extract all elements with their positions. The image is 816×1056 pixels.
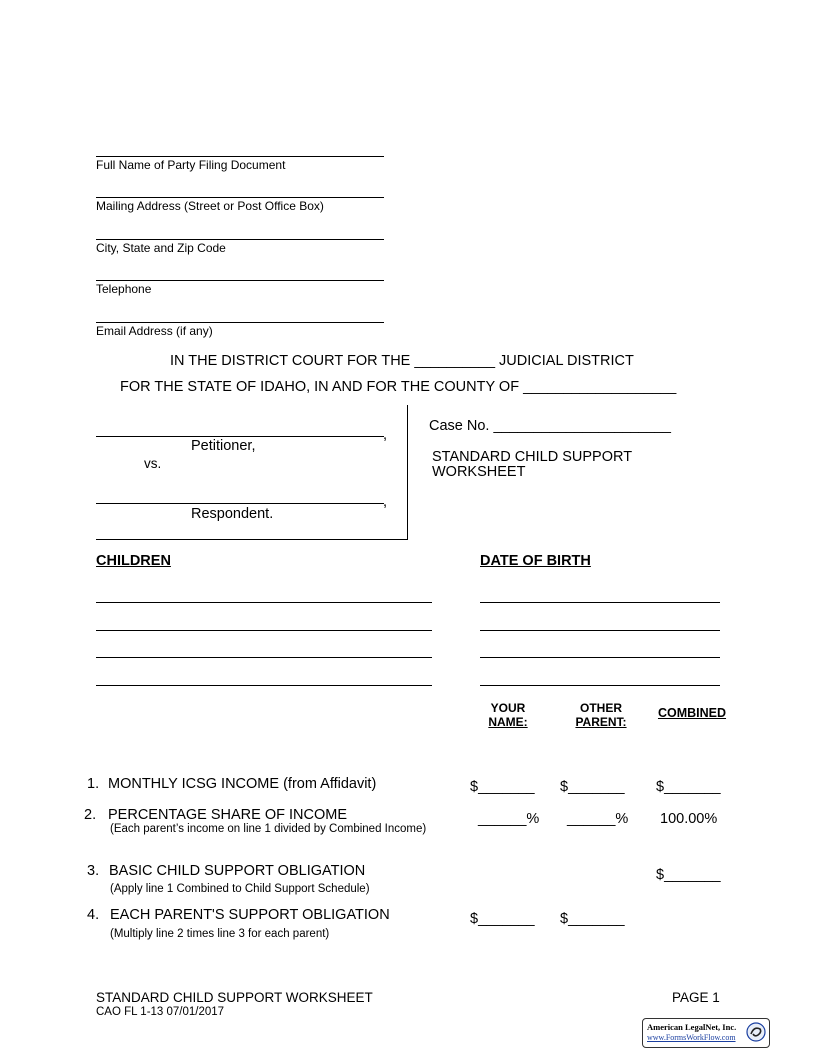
court-line-1: IN THE DISTRICT COURT FOR THE __________ JUDICIAL DISTRICT: [170, 353, 634, 369]
logo-url[interactable]: www.FormsWorkFlow.com: [647, 1033, 736, 1042]
court-line-2: FOR THE STATE OF IDAHO, IN AND FOR THE COUNTY OF ___________________: [120, 379, 677, 395]
respondent-label: Respondent.: [191, 506, 274, 522]
line-4-instruction: (Multiply line 2 times line 3 for each parent): [110, 928, 330, 940]
page-number: PAGE 1: [672, 990, 720, 1005]
form-title-line-2: WORKSHEET: [432, 464, 526, 480]
child-name-line[interactable]: [96, 657, 432, 658]
email-line[interactable]: [96, 322, 384, 323]
line-3-instruction: (Apply line 1 Combined to Child Support Schedule): [110, 883, 370, 895]
city-state-zip-line[interactable]: [96, 239, 384, 240]
other-parent-column-header: [566, 701, 636, 729]
child-dob-line[interactable]: [480, 657, 720, 658]
full-name-label: Full Name of Party Filing Document: [96, 158, 286, 172]
city-state-zip-label: City, State and Zip Code: [96, 241, 226, 255]
child-name-line[interactable]: [96, 602, 432, 603]
child-name-line[interactable]: [96, 685, 432, 686]
line-2-title: PERCENTAGE SHARE OF INCOME: [108, 807, 348, 823]
combined-column-header: [652, 706, 732, 720]
child-dob-line[interactable]: [480, 630, 720, 631]
petitioner-comma: ,: [383, 427, 388, 443]
line-4-number: 4.: [87, 907, 100, 923]
line-1-your-amount[interactable]: $_______: [470, 779, 535, 795]
petitioner-name-line[interactable]: [96, 436, 384, 437]
telephone-line[interactable]: [96, 280, 384, 281]
line-1-other-amount[interactable]: $_______: [560, 779, 625, 795]
dob-header: DATE OF BIRTH: [480, 553, 591, 569]
line-3-number: 3.: [87, 863, 100, 879]
children-header: CHILDREN: [96, 553, 171, 569]
petitioner-label: Petitioner,: [191, 438, 256, 454]
caption-vertical-divider: [407, 405, 408, 539]
line-3-title: BASIC CHILD SUPPORT OBLIGATION: [109, 863, 366, 879]
child-dob-line[interactable]: [480, 685, 720, 686]
line-1-title: MONTHLY ICSG INCOME (from Affidavit): [108, 776, 377, 792]
mailing-address-line[interactable]: [96, 197, 384, 198]
line-2-your-percent[interactable]: ______%: [478, 811, 540, 827]
american-legalnet-logo[interactable]: [642, 1018, 770, 1048]
line-2-number: 2.: [84, 807, 97, 823]
line-2-instruction: (Each parent’s income on line 1 divided by Combined Income): [110, 823, 427, 835]
line-4-other-amount[interactable]: $_______: [560, 911, 625, 927]
respondent-comma: ,: [383, 494, 388, 510]
combined-header: COMBINED: [657, 706, 727, 720]
email-label: Email Address (if any): [96, 324, 213, 338]
child-dob-line[interactable]: [480, 602, 720, 603]
line-2-other-percent[interactable]: ______%: [567, 811, 629, 827]
caption-bottom-border: [96, 539, 408, 540]
case-number: Case No. ______________________: [429, 418, 671, 434]
footer-form-code: CAO FL 1-13 07/01/2017: [96, 1006, 225, 1018]
line-1-combined-amount[interactable]: $_______: [656, 779, 721, 795]
your-name-header-line-2: NAME:: [488, 715, 528, 729]
form-title-line-1: STANDARD CHILD SUPPORT: [432, 449, 633, 465]
vs-label: vs.: [144, 456, 162, 471]
footer-title: STANDARD CHILD SUPPORT WORKSHEET: [96, 990, 373, 1005]
respondent-name-line[interactable]: [96, 503, 384, 504]
mailing-address-label: Mailing Address (Street or Post Office Box): [96, 199, 324, 213]
other-parent-header-line-1: OTHER: [580, 701, 622, 715]
logo-swirl-icon: [746, 1022, 766, 1042]
your-name-header-line-1: YOUR: [490, 701, 526, 715]
telephone-label: Telephone: [96, 282, 152, 296]
line-4-your-amount[interactable]: $_______: [470, 911, 535, 927]
line-3-combined-amount[interactable]: $_______: [656, 867, 721, 883]
child-name-line[interactable]: [96, 630, 432, 631]
line-4-title: EACH PARENT'S SUPPORT OBLIGATION: [110, 907, 390, 923]
line-1-number: 1.: [87, 776, 100, 792]
line-2-combined-percent: 100.00%: [660, 811, 718, 827]
other-parent-header-line-2: PARENT:: [575, 715, 627, 729]
your-name-column-header: [474, 701, 542, 729]
logo-company-name: American LegalNet, Inc.: [647, 1022, 737, 1032]
full-name-line[interactable]: [96, 156, 384, 157]
